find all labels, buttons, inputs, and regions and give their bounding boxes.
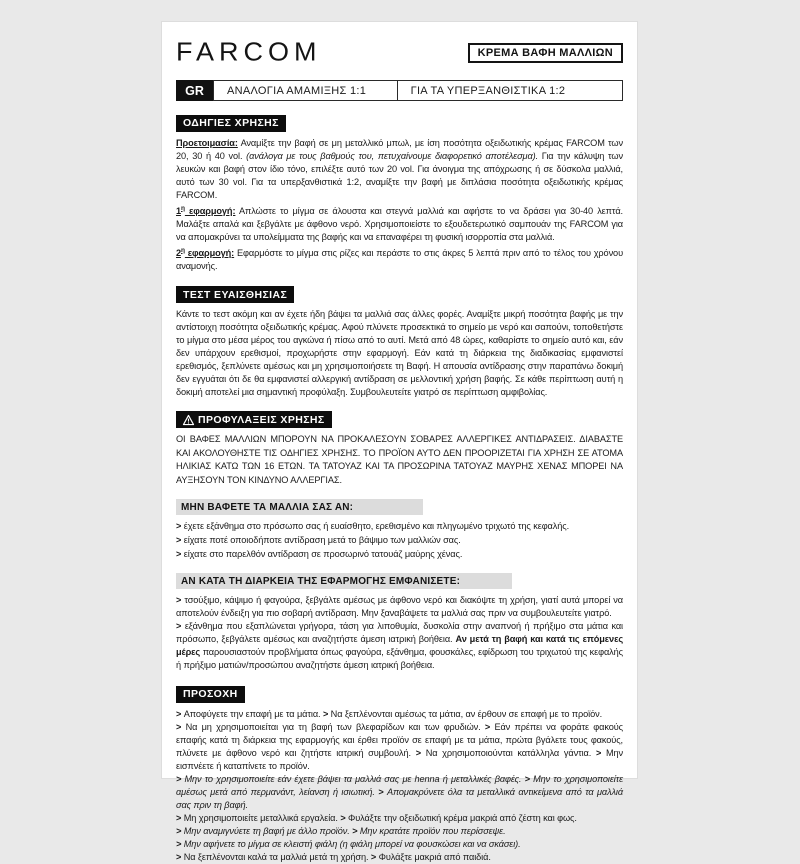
section-title-precautions: [176, 411, 332, 428]
section-title-precautions-label: ΠΡΟΦΥΛΑΞΕΙΣ ΧΡΗΣΗΣ: [198, 413, 325, 426]
precautions-warning-paragraph: ΟΙ ΒΑΦΕΣ ΜΑΛΛΙΩΝ ΜΠΟΡΟΥΝ ΝΑ ΠΡΟΚΑΛΕΣΟΥΝ ΣΟΒΑΡΕΣ ΑΛΛΕΡΓΙΚΕΣ ΑΝΤΙΔΡΑΣΕΙΣ. ΔΙΑΒΑΣΤΕ ΚΑΙ ΑΚΟΛΟΥΘΗΣΤΕ ΤΙΣ ΟΔΗΓΙΕΣ ΧΡΗΣΗΣ. ΤΟ ΠΡΟΪΟΝ ΑΥΤΟ ΔΕΝ ΠΡΟΟΡΙΖΕΤΑΙ ΓΙΑ ΧΡΗΣΗ ΣΕ ΑΤΟΜΑ ΗΛΙΚΙΑΣ ΚΑΤΩ ΤΩΝ 16 ΕΤΩΝ. ΤΑ ΤΑΤΟΥΑΖ ΚΑΙ ΤΑ ΠΡΟΣΩΡΙΝΑ ΤΑΤΟΥΑΖ ΜΑΥΡΗΣ ΧΕΝΑΣ ΜΠΟΡΕΙ ΝΑ ΑΥΞΗΣΟΥΝ ΤΟΝ ΚΙΝΔΥΝΟ ΑΛΛΕΡΓΙΑΣ.: [176, 434, 626, 485]
do-not-dye-bullet: > είχατε ποτέ οποιοδήποτε αντίδραση μετά το βάψιμο των μαλλιών σας.: [176, 535, 461, 546]
section-sensitivity-test: [176, 285, 626, 400]
caution-line: > Αποφύγετε την επαφή με τα μάτια. > Να ξεπλένονται αμέσως τα μάτια, αν έρθουν σε επαφή με το προϊόν.: [176, 708, 603, 719]
section-title-during-application: ΑΝ ΚΑΤΑ ΤΗ ΔΙΑΡΚΕΙΑ ΤΗΣ ΕΦΑΡΜΟΓΗΣ ΕΜΦΑΝΙΣΕΤΕ:: [176, 573, 512, 589]
section-title-caution: [176, 686, 245, 703]
label-header: [176, 37, 623, 68]
caution-line: > Να μη χρησιμοποιείται για τη βαφή των βλεφαρίδων και των φρυδιών. > Εάν πρέπει να φοράτε φακούς επαφής κατά τη διάρκεια της εφαρμογής και έρθει προϊόν σε επαφή με τα μάτια, πρώτα βγάλετε τους φακούς, πλύνετε με άφθονο νερό και ζητήστε ιατρική συμβουλή. > Να χρησιμοποιούνται κατάλληλα γάντια. > Μην εισπνέετε ή καταπίνετε το προϊόν.: [176, 721, 626, 771]
usage-paragraph-preparation: Προετοιμασία: Αναμίξτε την βαφή σε μη μεταλλικό μπωλ, με ίση ποσότητα οξειδωτικής κρέμας FARCOM των 20, 30 ή 40 vol. (ανάλογα με τους βαθμούς του, πετυχαίνουμε διαφορετικό αποτέλεσμα). Για την κάλυψη των λευκών και βαφή στον ίδιο τόνο, επιλέξτε αυτό των 20 vol. Για άνοιγμα της απόχρωσης ή σε δύσκολα μαλλιά, αυτό των 30 vol. Για τα υπερξανθιστικά 1:2, αναμίξτε την βαφή με διπλάσια ποσότητα οξειδωτικής κρέμας FARCOM.: [176, 137, 626, 200]
section-title-sensitivity-test: [176, 286, 294, 303]
caution-line: > Να ξεπλένονται καλά τα μαλλιά μετά τη χρήση. > Φυλάξτε μακριά από παιδιά.: [176, 851, 491, 862]
do-not-dye-bullet: > είχατε στο παρελθόν αντίδραση σε προσωρινό τατουάζ μαύρης χένας.: [176, 549, 463, 560]
brand-logo: FARCOM: [176, 37, 322, 67]
section-caution: [176, 684, 626, 864]
section-do-not-dye: [176, 499, 623, 561]
caution-line: > Μη χρησιμοποιείτε μεταλλικά εργαλεία. > Φυλάξτε την οξειδωτική κρέμα μακριά από ζέστη και φως.: [176, 812, 577, 823]
mix-ratio-label: ΑΝΑΛΟΓΙΑ ΑΜΑΜΙΞΗΣ 1:1: [214, 81, 398, 100]
section-title-sensitivity-test-label: ΤΕΣΤ ΕΥΑΙΣΘΗΣΙΑΣ: [183, 288, 288, 301]
section-during-application: [176, 573, 626, 672]
section-title-do-not-dye: ΜΗΝ ΒΑΦΕΤΕ ΤΑ ΜΑΛΛΙΑ ΣΑΣ ΑΝ:: [176, 499, 423, 515]
section-usage-instructions: [176, 113, 626, 273]
do-not-dye-bullet: > έχετε εξάνθημα στο πρόσωπο σας ή ευαίσθητο, ερεθισμένο και πληγωμένο τριχωτό της κεφαλής.: [176, 521, 570, 532]
product-name-box: ΚΡΕΜΑ ΒΑΦΗ ΜΑΛΛΙΩΝ: [468, 43, 623, 63]
caution-line: > Μην αφήνετε το μίγμα σε κλειστή φιάλη (η φιάλη μπορεί να φουσκώσει και να σκάσει).: [176, 838, 521, 849]
usage-paragraph-second-application: $2^\eta$ εφαρμογή: Εφαρμόστε το μίγμα στις ρίζες και περάστε το στις άκρες 5 λεπτά πριν από το τέλος του χρόνου αναμονής.: [176, 246, 626, 271]
usage-paragraph-first-application: $1^\eta$ εφαρμογή: Απλώστε το μίγμα σε άλουστα και στεγνά μαλλιά και αφήστε το να δράσει για 30-40 λεπτά. Μαλάξτε απαλά και ξεβγάλτε με άφθονο νερό. Χρησιμοποιείστε το εξουδετερωτικό σαμπουάν της FARCOM για να απομακρύνει τα υπολείμματα της βαφής και να επαναφέρει τη φυσική ισορροπία στα μαλλιά.: [176, 204, 626, 242]
caution-line: > Μην αναμιγνύετε τη βαφή με άλλο προϊόν. > Μην κρατάτε προϊόν που περίσσεψε.: [176, 825, 506, 836]
caution-line: > Μην το χρησιμοποιείτε εάν έχετε βάψει τα μαλλιά σας με henna ή μεταλλικές βαφές. > Μην το χρησιμοποιείτε αμέσως μετά από περμανάντ, λείανση ή ισιωτική. > Απομακρύνετε όλα τα μεταλλικά αντικείμενα από τα μαλλιά σας πριν τη βαφή.: [176, 773, 626, 810]
superblonde-ratio-label: ΓΙΑ ΤΑ ΥΠΕΡΞΑΝΘΙΣΤΙΚΑ 1:2: [410, 84, 566, 97]
language-ratio-bar: [176, 80, 623, 101]
language-badge: GR: [176, 80, 213, 101]
label-content: [162, 22, 637, 862]
during-application-bullet: > εξάνθημα που εξαπλώνεται γρήγορα, τάση για λιποθυμία, δυσκολία στην αναπνοή ή πρήξιμο στα μάτια και πρόσωπο, ξεβγάλετε αμέσως και αναζητήστε άμεση ιατρική βοήθεια. Αν μετά τη βαφή και κατά τις επόμενες μέρες παρουσιαστούν προβλήματα όπως φαγούρα, εξάνθημα, φουσκάλες, εφίδρωση του τριχωτού της κεφαλής ή πρήξιμο ματιών/προσώπου αναζητήστε άμεση ιατρική βοήθεια.: [176, 621, 626, 671]
section-precautions: [176, 411, 626, 487]
warning-icon: [183, 415, 194, 425]
label-page: [161, 21, 638, 862]
section-title-caution-label: ΠΡΟΣΟΧΗ: [183, 688, 238, 701]
section-title-usage: [176, 115, 286, 132]
sensitivity-test-paragraph: Κάντε το τεστ ακόμη και αν έχετε ήδη βάψει τα μαλλιά σας άλλες φορές. Αναμίξτε μικρή ποσότητα βαφής με την αντίστοιχη ποσότητα οξειδωτικής κρέμας. Αφού πλύνετε προσεκτικά το σημείο με νερό και σαπούνι, τοποθετήστε το μίγμα στο μέσα μέρος του αγκώνα ή πίσω από το αυτί. Μετά από 48 ώρες, καθαρίστε το σημείο αυτό και, εάν δεν υπάρχουν ερεθισμοί, προχωρήστε στην εφαρμογή. Εάν κατά τη διάρκεια της διαδικασίας εμφανιστεί ερεθισμός, ξεπλύνετε αμέσως και μη χρησιμοποιήσετε τη Βαφή. Η απουσία αντίδρασης στην παραπάνω δοκιμή δεν εγγυάται ότι δε θα εμφανιστεί αλλεργική αντίδραση σε μελλοντική χρήση βαφής. Σε κάθε περίπτωση αυτή η δοκιμή αποτελεί μια σημαντική προφύλαξη. Συμβουλευτείτε γιατρό σε περίπτωση αμφιβολίας.: [176, 309, 626, 398]
section-title-usage-label: ΟΔΗΓΙΕΣ ΧΡΗΣΗΣ: [183, 117, 279, 129]
ratio-strip: [213, 80, 623, 101]
during-application-bullet: > τσούξιμο, κάψιμο ή φαγούρα, ξεβγάλτε αμέσως με άφθονο νερό και διακόψτε τη χρήση, γιατί αυτά μπορεί να αποτελούν ένδειξη για πιο σοβαρή αντίδραση. Μην ξαναβάψετε τα μαλλιά σας πριν να συμβουλευτείτε γιατρό.: [176, 595, 626, 619]
